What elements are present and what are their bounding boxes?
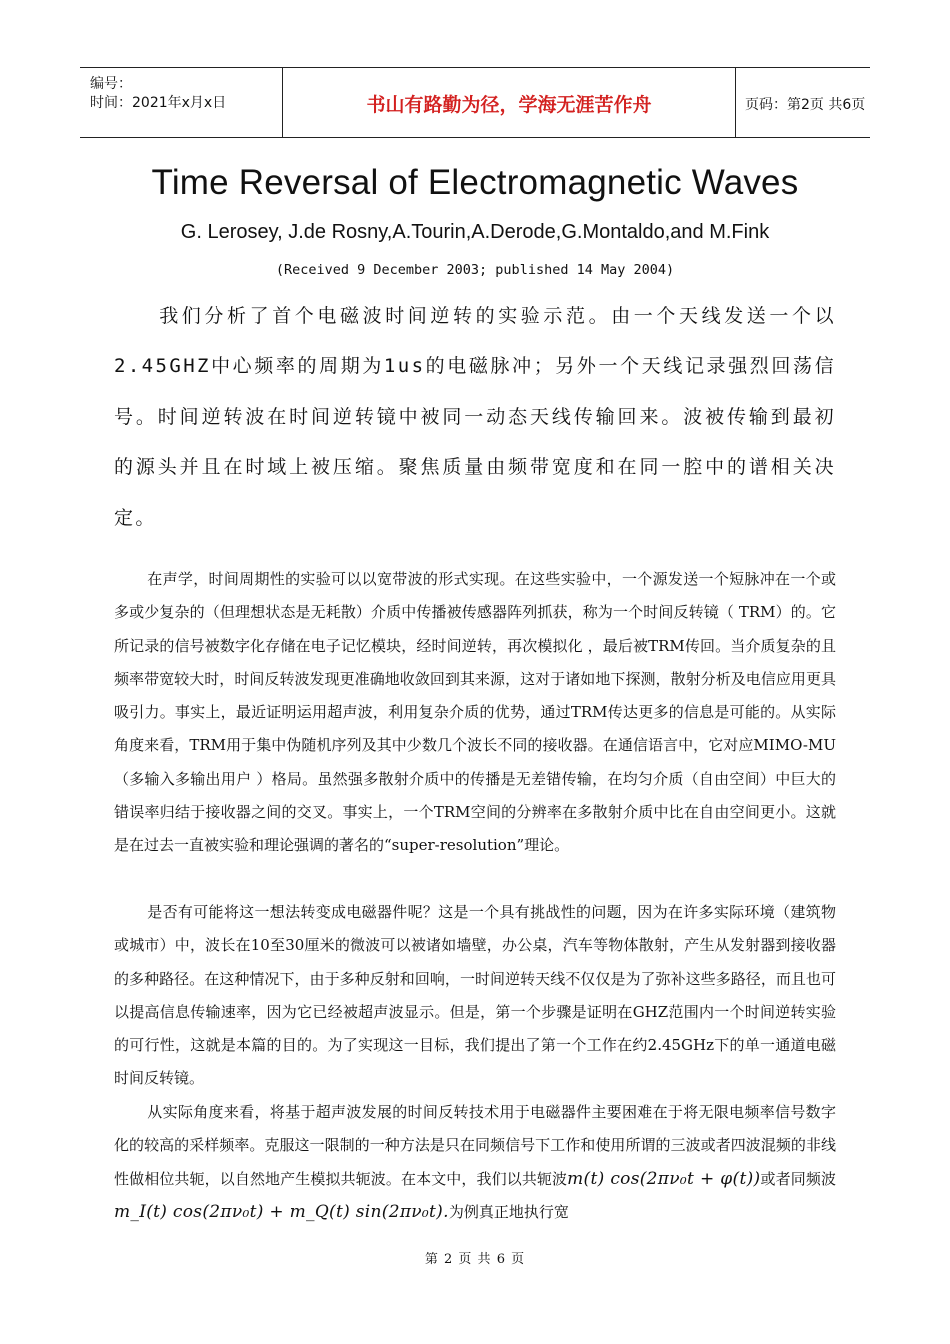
conjugate-wave-formula: m(t) cos(2πν₀t + φ(t)) [567,1168,761,1189]
paragraph-3-start: 从实际角度来看，将基于超声波发展的时间反转技术用于电磁器件主要困难在于将无限电频率信号数字化的较高的采样频率。克服这一限制的一种方法是只在同频信号下工作和使用所谓的三波或者四波混频的非线性做相位共轭，以自然地产生模拟共轭波。在本文中，我们以共轭波 [114,1103,836,1188]
body-paragraph-2 [114,896,836,1096]
date-label: 时间：2021年x月x日 [90,95,227,111]
paragraph-2-text: 是否有可能将这一想法转变成电磁器件呢？这是一个具有挑战性的问题，因为在许多实际环境（建筑物或城市）中，波长在10至30厘米的微波可以被诸如墙壁，办公桌，汽车等物体散射，产生从发射器到接收器的多种路径。在这种情况下，由于多种反射和回响，一时间逆转天线不仅仅是为了弥补这些多路径，而且也可以提高信息传输速率，因为它已经被超声波显示。但是，第一个步骤是证明在GHZ范围内一个时间逆转实验的可行性，这就是本篇的目的。为了实现这一目标，我们提出了第一个工作在约2.45GHz下的单一通道电磁时间反转镜。 [114,903,836,1088]
paragraph-3-mid: 或者同频波 [760,1169,836,1188]
motto-text: 书山有路勤为径，学海无涯苦作舟 [366,94,652,116]
page-label: 页码：第2页 共6页 [745,97,866,113]
paragraph-3-end: 为例真正地执行宽 [448,1202,569,1221]
abstract-text: 我们分析了首个电磁波时间逆转的实验示范。由一个天线发送一个以2.45GHZ中心频率的周期为1us的电磁脉冲；另外一个天线记录强烈回荡信号。时间逆转波在时间逆转镜中被同一动态天线传输回来。波被传输到最初的源头并且在时域上被压缩。聚焦质量由频带宽度和在同一腔中的谱相关决定。 [114,305,836,529]
document-number-label: 编号： [90,76,132,92]
body-paragraph-1 [114,563,836,863]
header-page-cell [736,68,870,137]
abstract [114,291,836,543]
received-date: (Received 9 December 2003; published 14 May 2004) [275,262,675,278]
body-paragraph-3 [114,1096,836,1229]
page-footer: 第 2 页 共 6 页 [424,1252,526,1267]
paper-authors: G. Lerosey, J.de Rosny,A.Tourin,A.Derode,G.Montaldo,and M.Fink [180,221,770,243]
header-table [80,67,870,138]
paragraph-1-text: 在声学，时间周期性的实验可以以宽带波的形式实现。在这些实验中，一个源发送一个短脉冲在一个或多或少复杂的（但理想状态是无耗散）介质中传播被传感器阵列抓获，称为一个时间反转镜（ TRM）的。它所记录的信号被数字化存储在电子记忆模块，经时间逆转，再次模拟化 ，最后被TRM传回。当介质复杂的且频率带宽较大时，时间反转波发现更准确地收敛回到其来源，这对于诸如地下探测，散射分析及电信应用更具吸引力。事实上，最近证明运用超声波，利用复杂介质的优势，通过TRM传达更多的信息是可能的。从实际角度来看，TRM用于集中伪随机序列及其中少数几个波长不同的接收器。在通信语言中，它对应MIMO-MU（多输入多输出用户 ）格局。虽然强多散射介质中的传播是无差错传输，在均匀介质（自由空间）中巨大的错误率归结于接收器之间的交叉。事实上，一个TRM空间的分辨率在多散射介质中比在自由空间更小。这就是在过去一直被实验和理论强调的著名的“super-resolution”理论。 [114,570,836,855]
header-info-cell [80,68,282,137]
header-motto-cell [282,68,736,137]
paper-title: Time Reversal of Electromagnetic Waves [151,163,799,202]
quadrature-wave-formula: m_I(t) cos(2πν₀t) + m_Q(t) sin(2πν₀t). [114,1201,449,1222]
